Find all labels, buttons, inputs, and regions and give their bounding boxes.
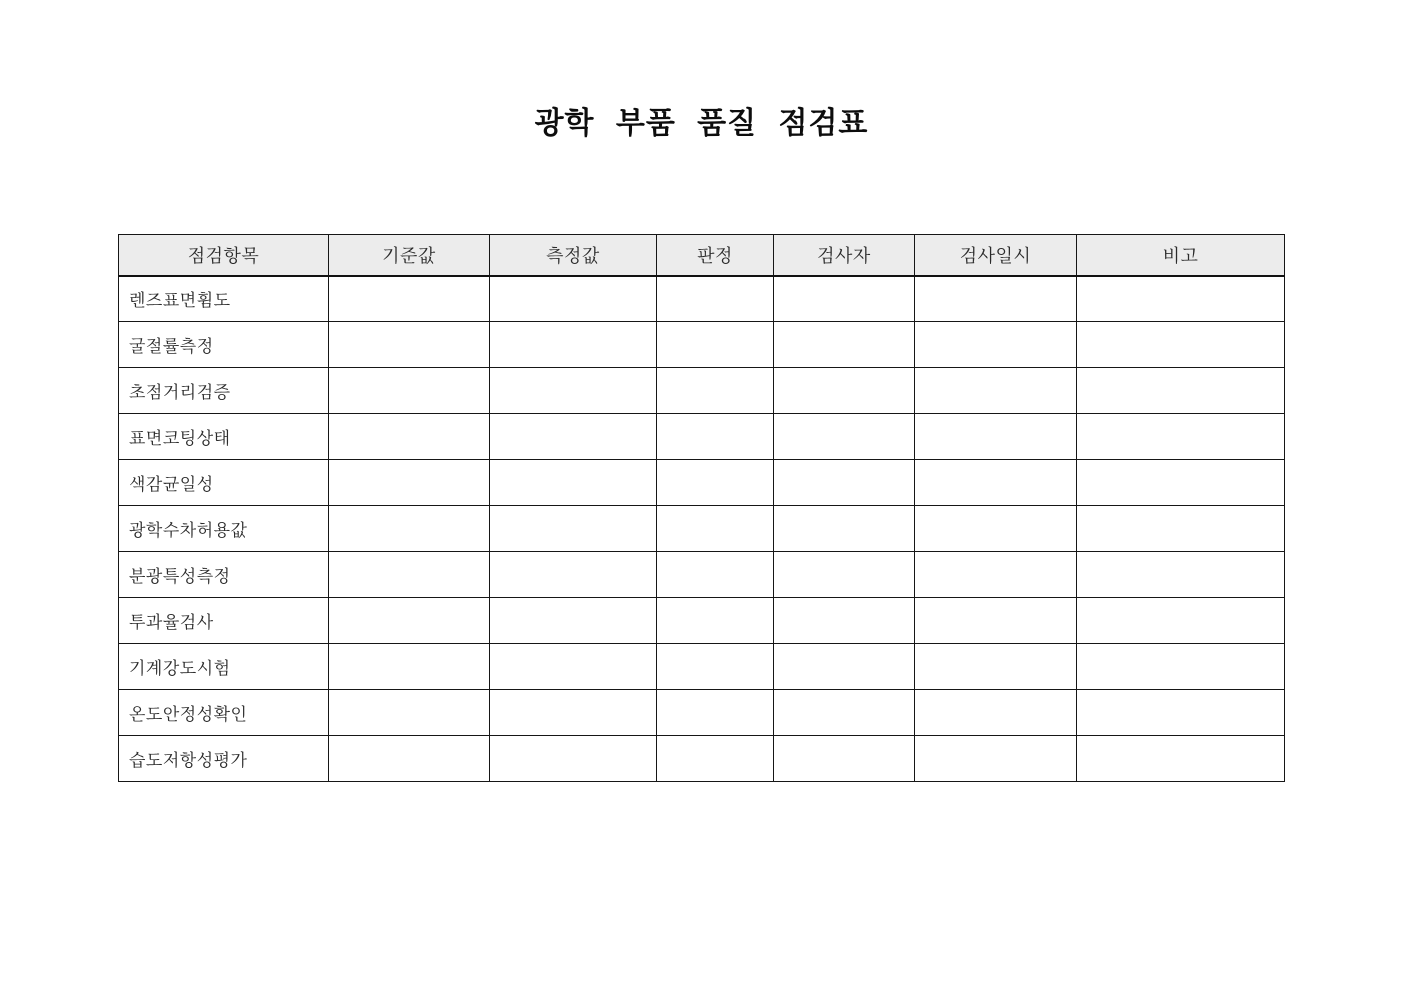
remarks-cell [1077, 276, 1285, 322]
table-row [119, 322, 1285, 368]
inspection-datetime-cell [915, 690, 1077, 736]
inspection-datetime-cell [915, 598, 1077, 644]
standard-value-cell [329, 690, 490, 736]
row-label-cell: 온도안정성확인 [119, 690, 329, 736]
inspector-cell [774, 414, 915, 460]
judgment-cell [657, 736, 774, 782]
row-label-cell: 초점거리검증 [119, 368, 329, 414]
inspector-cell [774, 460, 915, 506]
judgment-cell [657, 552, 774, 598]
measured-value-cell [490, 690, 657, 736]
measured-value-cell [490, 506, 657, 552]
col-header-judgment: 판정 [657, 235, 774, 276]
table-row [119, 598, 1285, 644]
row-label-cell: 광학수차허용값 [119, 506, 329, 552]
inspection-datetime-cell [915, 736, 1077, 782]
standard-value-cell [329, 598, 490, 644]
row-label-cell: 분광특성측정 [119, 552, 329, 598]
judgment-cell [657, 598, 774, 644]
standard-value-cell [329, 322, 490, 368]
col-header-inspector: 검사자 [774, 235, 915, 276]
row-label-cell: 기계강도시험 [119, 644, 329, 690]
remarks-cell [1077, 736, 1285, 782]
inspector-cell [774, 506, 915, 552]
table-row [119, 644, 1285, 690]
table-row [119, 368, 1285, 414]
standard-value-cell [329, 506, 490, 552]
measured-value-cell [490, 460, 657, 506]
standard-value-cell [329, 460, 490, 506]
row-label-cell: 투과율검사 [119, 598, 329, 644]
col-header-item: 점검항목 [119, 235, 329, 276]
document-page [0, 104, 1403, 992]
inspection-datetime-cell [915, 644, 1077, 690]
inspector-cell [774, 690, 915, 736]
remarks-cell [1077, 368, 1285, 414]
measured-value-cell [490, 598, 657, 644]
inspector-cell [774, 736, 915, 782]
col-header-inspection-datetime: 검사일시 [915, 235, 1077, 276]
measured-value-cell [490, 552, 657, 598]
inspector-cell [774, 276, 915, 322]
table-row [119, 460, 1285, 506]
row-label-cell: 습도저항성평가 [119, 736, 329, 782]
inspection-datetime-cell [915, 322, 1077, 368]
table-row [119, 552, 1285, 598]
measured-value-cell [490, 276, 657, 322]
standard-value-cell [329, 414, 490, 460]
measured-value-cell [490, 322, 657, 368]
standard-value-cell [329, 736, 490, 782]
inspector-cell [774, 598, 915, 644]
inspection-table [118, 234, 1285, 782]
judgment-cell [657, 368, 774, 414]
table-row [119, 506, 1285, 552]
inspector-cell [774, 322, 915, 368]
standard-value-cell [329, 552, 490, 598]
measured-value-cell [490, 736, 657, 782]
inspector-cell [774, 368, 915, 414]
remarks-cell [1077, 414, 1285, 460]
judgment-cell [657, 276, 774, 322]
judgment-cell [657, 460, 774, 506]
row-label-cell: 색감균일성 [119, 460, 329, 506]
remarks-cell [1077, 644, 1285, 690]
inspection-datetime-cell [915, 414, 1077, 460]
standard-value-cell [329, 368, 490, 414]
remarks-cell [1077, 690, 1285, 736]
col-header-measured-value: 측정값 [490, 235, 657, 276]
row-label-cell: 굴절률측정 [119, 322, 329, 368]
remarks-cell [1077, 460, 1285, 506]
table-row [119, 736, 1285, 782]
inspection-datetime-cell [915, 368, 1077, 414]
inspection-datetime-cell [915, 506, 1077, 552]
judgment-cell [657, 506, 774, 552]
header-row [119, 235, 1285, 276]
col-header-remarks: 비고 [1077, 235, 1285, 276]
row-label-cell: 표면코팅상태 [119, 414, 329, 460]
judgment-cell [657, 322, 774, 368]
measured-value-cell [490, 644, 657, 690]
measured-value-cell [490, 368, 657, 414]
inspector-cell [774, 644, 915, 690]
remarks-cell [1077, 598, 1285, 644]
remarks-cell [1077, 322, 1285, 368]
inspection-datetime-cell [915, 460, 1077, 506]
inspection-datetime-cell [915, 552, 1077, 598]
col-header-standard-value: 기준값 [329, 235, 490, 276]
remarks-cell [1077, 506, 1285, 552]
judgment-cell [657, 414, 774, 460]
table-body [119, 276, 1285, 782]
table-header [119, 235, 1285, 276]
inspection-datetime-cell [915, 276, 1077, 322]
judgment-cell [657, 644, 774, 690]
table-row [119, 690, 1285, 736]
remarks-cell [1077, 552, 1285, 598]
standard-value-cell [329, 276, 490, 322]
document-title: 광학 부품 품질 점검표 [534, 107, 869, 140]
table-row [119, 276, 1285, 322]
table-row [119, 414, 1285, 460]
judgment-cell [657, 690, 774, 736]
standard-value-cell [329, 644, 490, 690]
row-label-cell: 렌즈표면휨도 [119, 276, 329, 322]
inspector-cell [774, 552, 915, 598]
measured-value-cell [490, 414, 657, 460]
